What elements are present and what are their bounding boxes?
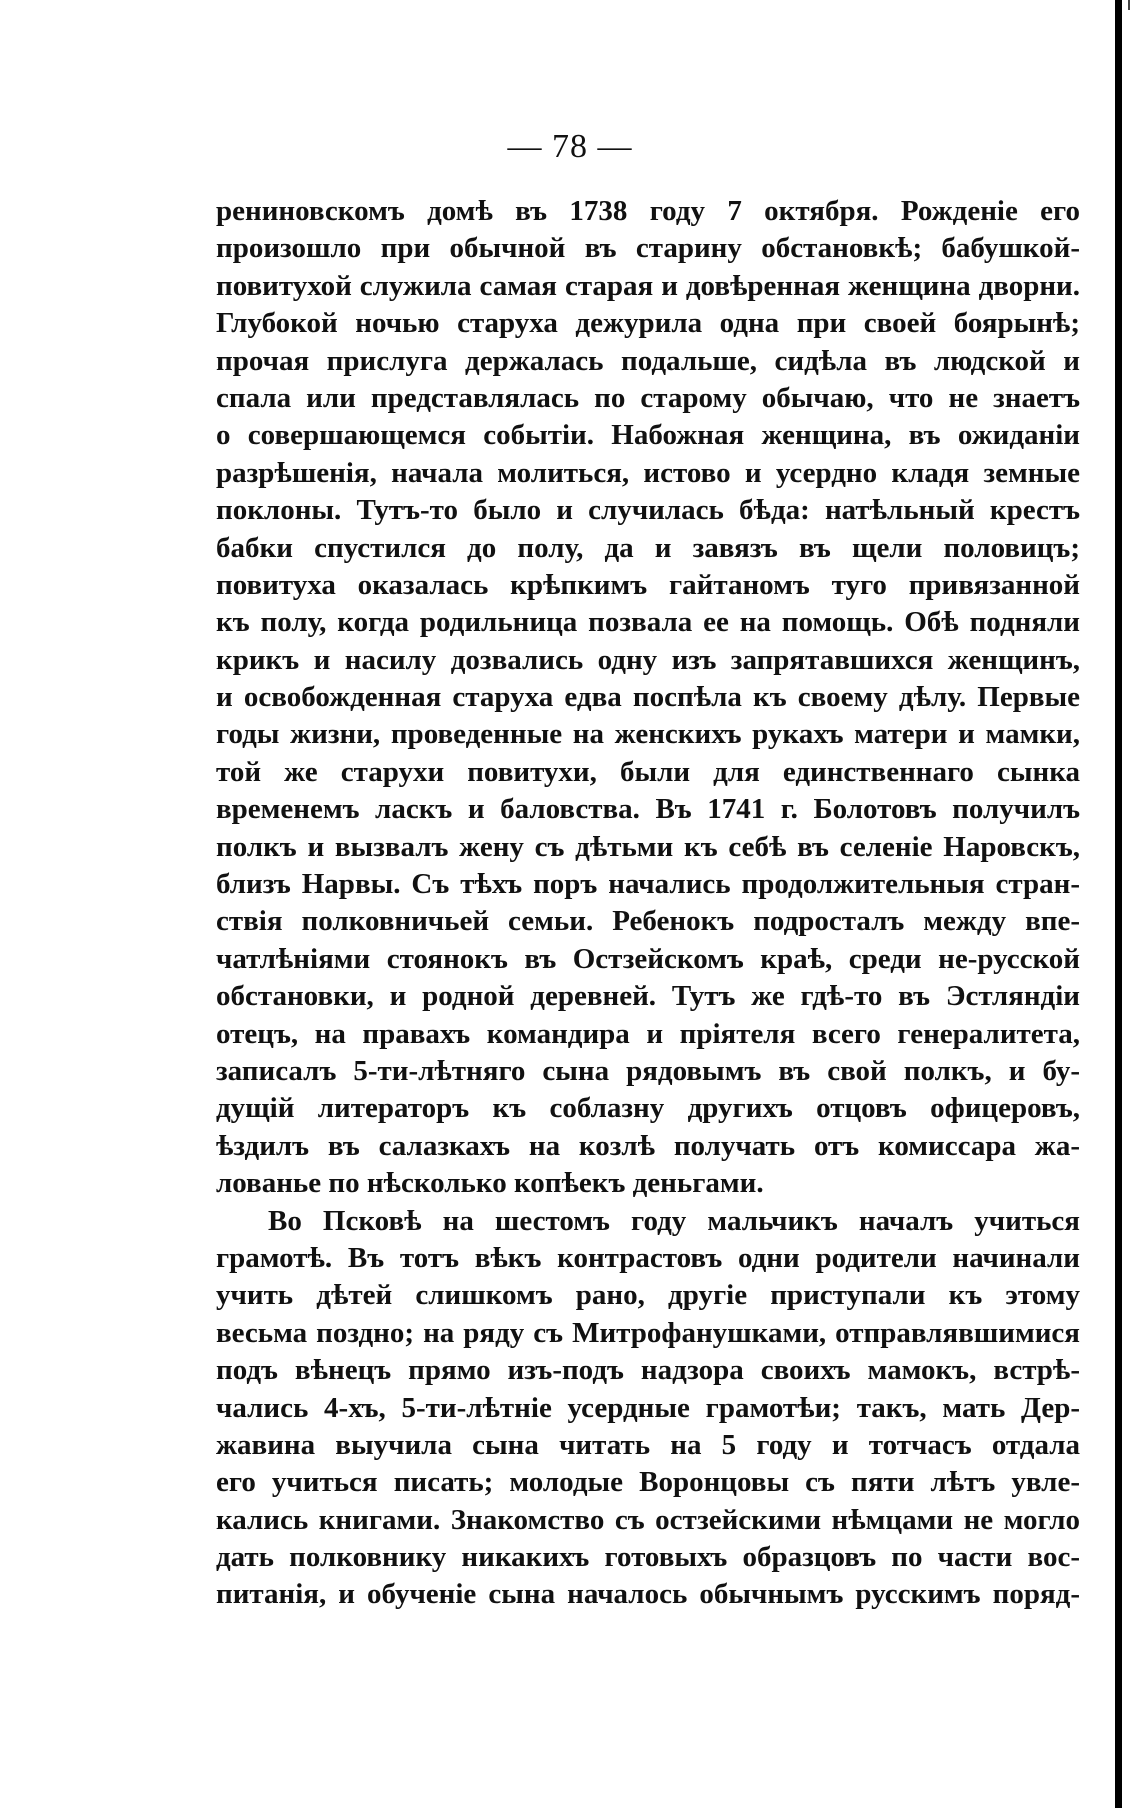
text-line: бабки спустился до полу, да и завязъ въ щели половицъ;: [216, 531, 1080, 564]
text-line: произошло при обычной въ старину обстановкѣ; бабушкой-: [216, 232, 1080, 265]
text-line: рениновскомъ домѣ въ 1738 году 7 октября. Рожденіе его: [216, 195, 1080, 227]
text-line: записалъ 5-ти-лѣтняго сына рядовымъ въ свой полкъ, и бу-: [216, 1054, 1080, 1087]
text-line: годы жизни, проведенные на женскихъ рукахъ матери и мамки,: [216, 718, 1080, 751]
text-line: лованье по нѣсколько копѣекъ деньгами.: [216, 1167, 764, 1200]
text-line: дущій литераторъ къ соблазну другихъ отцовъ офицеровъ,: [216, 1092, 1080, 1125]
text-line: отецъ, на правахъ командира и пріятеля всего генералитета,: [216, 1017, 1080, 1050]
text-line: ѣздилъ въ салазкахъ на козлѣ получать отъ комиссара жа-: [216, 1129, 1080, 1162]
text-line: подъ вѣнецъ прямо изъ-подъ надзора своихъ мамокъ, встрѣ-: [216, 1354, 1080, 1387]
text-line: разрѣшенія, начала молиться, истово и усердно кладя земные: [216, 456, 1080, 489]
text-line: Во Псковѣ на шестомъ году мальчикъ началъ учиться: [268, 1204, 1080, 1237]
text-line: близъ Нарвы. Съ тѣхъ поръ начались продолжительныя стран-: [216, 868, 1080, 901]
text-line: учить дѣтей слишкомъ рано, другіе приступали къ этому: [216, 1279, 1080, 1312]
text-line: грамотѣ. Въ тотъ вѣкъ контрастовъ одни родители начинали: [216, 1241, 1080, 1274]
text-line: Глубокой ночью старуха дежурила одна при своей боярынѣ;: [216, 307, 1080, 340]
page-binding-edge: [1115, 0, 1122, 1808]
paragraph: [216, 193, 1080, 1203]
text-line: повитухой служила самая старая и довѣренная женщина дворни.: [216, 269, 1080, 302]
text-line: обстановки, и родной деревней. Тутъ же гдѣ-то въ Эстляндіи: [216, 980, 1080, 1013]
text-line: кались книгами. Знакомство съ остзейскими нѣмцами не могло: [216, 1503, 1080, 1536]
text-line: повитуха оказалась крѣпкимъ гайтаномъ туго привязанной: [216, 568, 1080, 601]
text-line: къ полу, когда родильница позвала ее на помощь. Обѣ подняли: [216, 606, 1080, 639]
text-line: о совершающемся событіи. Набожная женщина, въ ожиданіи: [216, 419, 1080, 452]
text-line: и освобожденная старуха едва поспѣла къ своему дѣлу. Первые: [216, 681, 1080, 714]
text-line: полкъ и вызвалъ жену съ дѣтьми къ себѣ въ селеніе Наровскъ,: [216, 830, 1080, 863]
body-text: [216, 193, 1080, 1614]
text-line: жавина выучила сына читать на 5 году и тотчасъ отдала: [216, 1428, 1080, 1461]
page-edge-mark: [1128, 0, 1130, 10]
text-line: питанія, и обученіе сына началось обычнымъ русскимъ поряд-: [216, 1578, 1080, 1611]
text-line: поклоны. Тутъ-то было и случилась бѣда: натѣльный крестъ: [216, 494, 1080, 527]
text-line: спала или представлялась по старому обычаю, что не знаетъ: [216, 381, 1080, 414]
text-line: дать полковнику никакихъ готовыхъ образцовъ по части вос-: [216, 1541, 1080, 1574]
text-line: прочая прислуга держалась подальше, сидѣла въ людской и: [216, 344, 1080, 377]
text-line: той же старухи повитухи, были для единственнаго сынка: [216, 755, 1080, 788]
page-number: — 78 —: [507, 128, 633, 165]
text-line: чались 4-хъ, 5-ти-лѣтніе усердные грамотѣи; такъ, мать Дер-: [216, 1391, 1080, 1424]
text-line: временемъ ласкъ и баловства. Въ 1741 г. Болотовъ получилъ: [216, 793, 1080, 826]
text-line: крикъ и насилу дозвались одну изъ запрятавшихся женщинъ,: [216, 643, 1080, 676]
paragraph: [216, 1203, 1080, 1614]
text-line: ствія полковничьей семьи. Ребенокъ подросталъ между впе-: [216, 905, 1080, 938]
text-line: чатлѣніями стоянокъ въ Остзейскомъ краѣ, среди не-русской: [216, 942, 1080, 975]
text-line: его учиться писать; молодые Воронцовы съ пяти лѣтъ увле-: [216, 1466, 1080, 1499]
text-line: весьма поздно; на ряду съ Митрофанушками, отправлявшимися: [216, 1316, 1080, 1349]
